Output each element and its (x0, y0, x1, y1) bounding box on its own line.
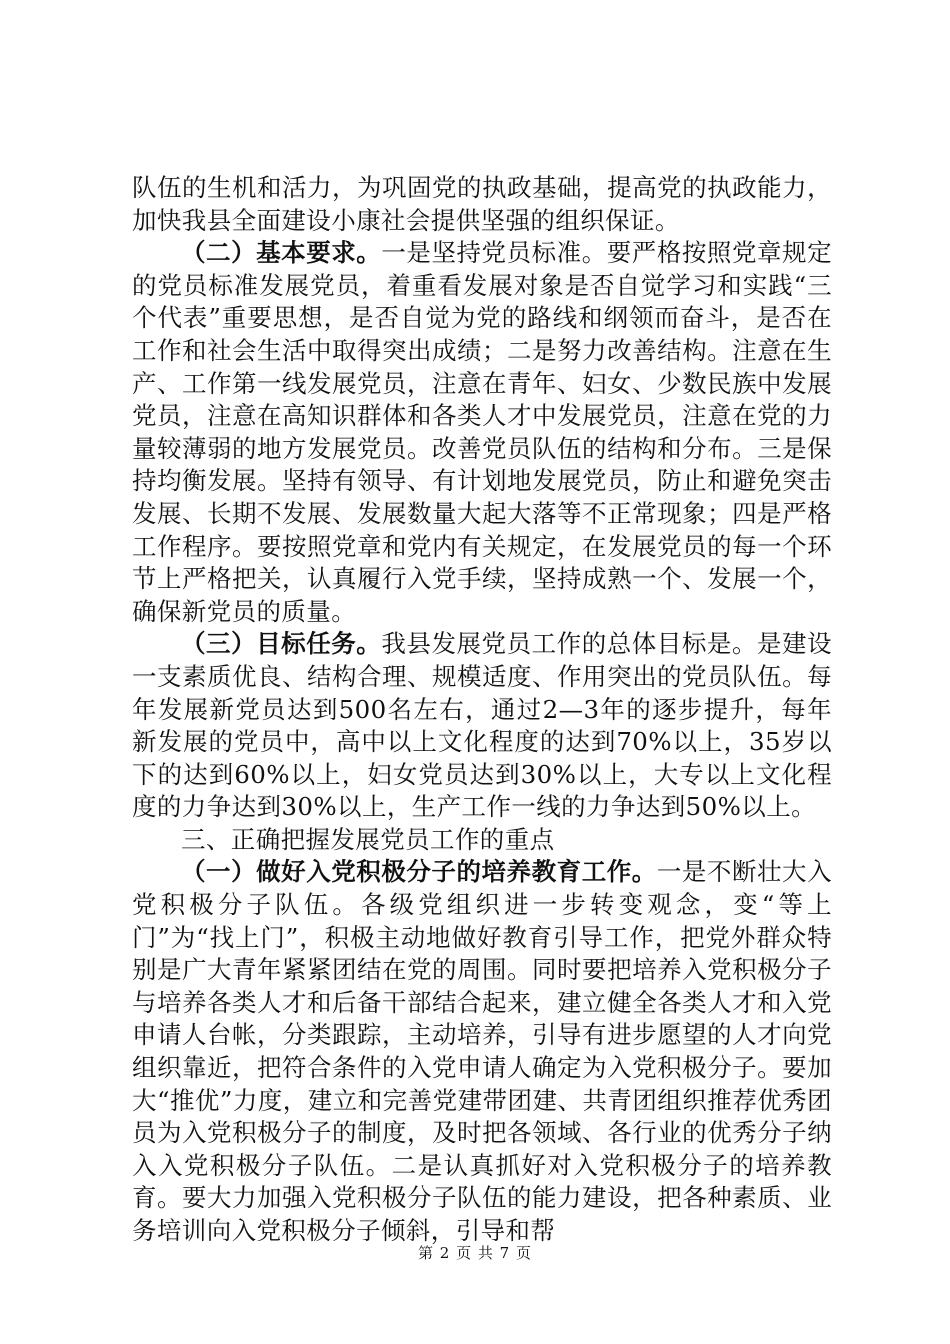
section-heading: （一）做好入党积极分子的培养教育工作。 (181, 857, 657, 887)
paragraph-basic-requirements (132, 237, 832, 628)
chapter-heading (132, 824, 832, 857)
page-number-footer: 第 2 页 共 7 页 (418, 1244, 532, 1262)
paragraph-text: 一是坚持党员标准。要严格按照党章规定的党员标准发展党员，着重看发展对象是否自觉学习和实践“三个代表”重要思想，是否自觉为党的路线和纲领而奋斗，是否在工作和社会生活中取得突出成绩；二是努力改善结构。注意在生产、工作第一线发展党员，注意在青年、妇女、少数民族中发展党员，注意在高知识群体和各类人才中发展党员，注意在党的力量较薄弱的地方发展党员。改善党员队伍的结构和分布。三是保持均衡发展。坚持有领导、有计划地发展党员，防止和避免突击发展、长期不发展、发展数量大起大落等不正常现象；四是严格工作程序。要按照党章和党内有关规定，在发展党员的每一个环节上严格把关，认真履行入党手续，坚持成熟一个、发展一个，确保新党员的质量。 (132, 238, 833, 626)
paragraph-activist-training (132, 856, 832, 1247)
chapter-heading-text: 三、正确把握发展党员工作的重点 (181, 824, 555, 854)
paragraph-text: 我县发展党员工作的总体目标是。是建设一支素质优良、结构合理、规模适度、作用突出的党员队伍。每年发展新党员达到500名左右，通过2—3年的逐步提升，每年新发展的党员中，高中以上文化程度的达到70%以上，35岁以下的达到60%以上，妇女党员达到30%以上，大专以上文化程度的力争达到30%以上，生产工作一线的力争达到50%以上。 (132, 629, 833, 822)
section-heading: （二）基本要求。 (181, 238, 382, 268)
document-body (132, 172, 832, 1248)
paragraph-continuation (132, 172, 832, 237)
paragraph-text: 一是不断壮大入党积极分子队伍。各级党组织进一步转变观念，变“等上门”为“找上门”，积极主动地做好教育引导工作，把党外群众特别是广大青年紧紧团结在党的周围。同时要把培养入党积极分子与培养各类人才和后备干部结合起来，建立健全各类人才和入党申请人台帐，分类跟踪，主动培养，引导有进步愿望的人才向党组织靠近，把符合条件的入党申请人确定为入党积极分子。要加大“推优”力度，建立和完善党建带团建、共青团组织推荐优秀团员为入党积极分子的制度，及时把各领域、各行业的优秀分子纳入入党积极分子队伍。二是认真抓好对入党积极分子的培养教育。要大力加强入党积极分子队伍的能力建设，把各种素质、业务培训向入党积极分子倾斜，引导和帮 (132, 857, 832, 1245)
paragraph-text: 队伍的生机和活力，为巩固党的执政基础，提高党的执政能力，加快我县全面建设小康社会提供坚强的组织保证。 (132, 173, 832, 235)
paragraph-target-tasks (132, 628, 832, 824)
section-heading: （三）目标任务。 (181, 629, 382, 659)
